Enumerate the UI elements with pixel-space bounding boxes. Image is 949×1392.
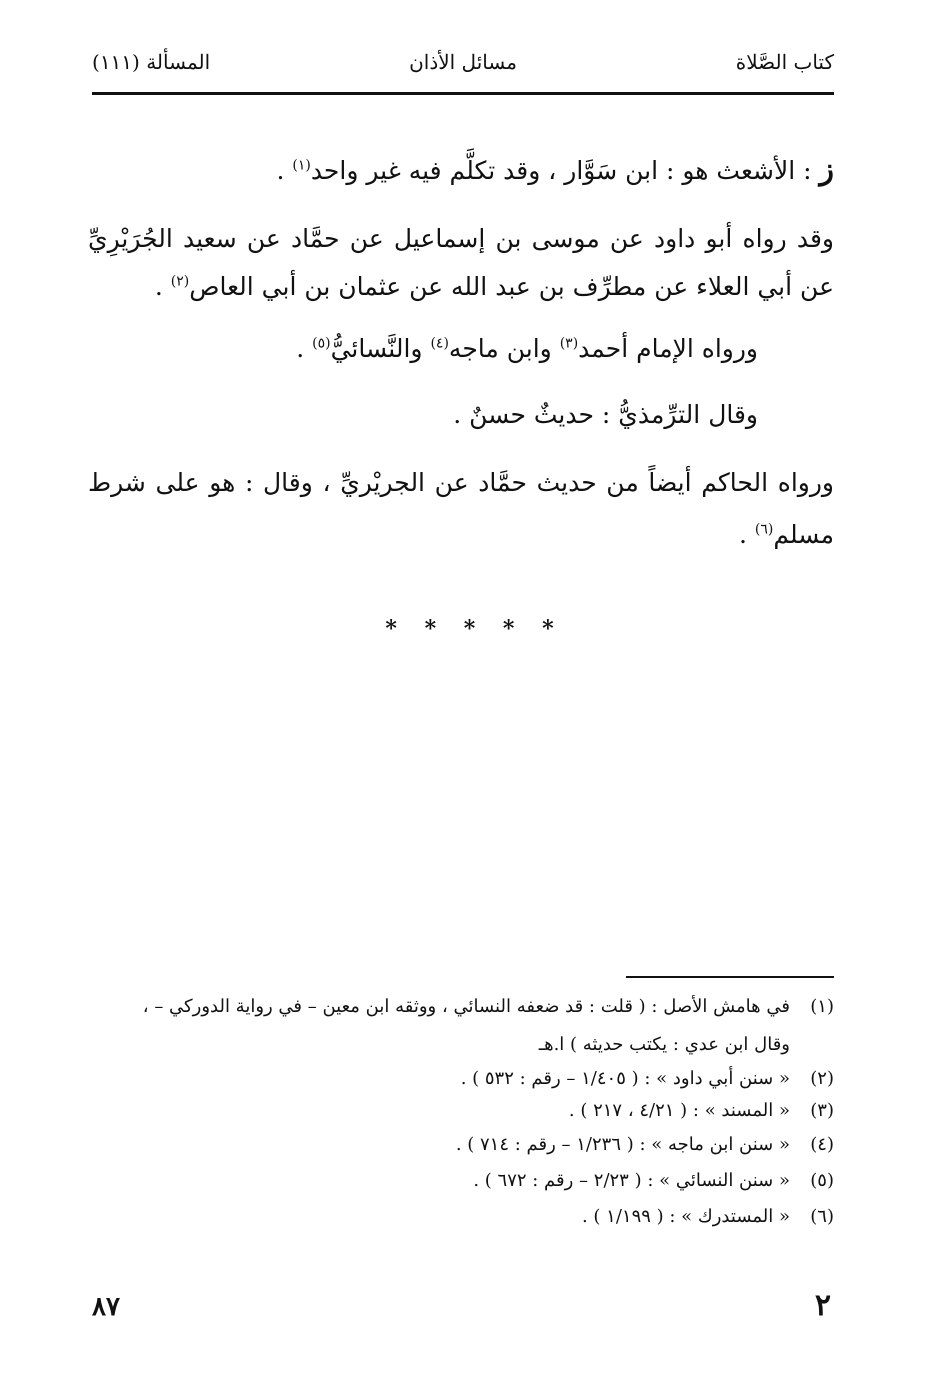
footnote-number: (١): [810, 996, 834, 1017]
footnote-text: « المستدرك » : ( ١/١٩٩ ) .: [581, 1206, 790, 1227]
footnote-1: [88, 996, 834, 1017]
footnote-ref-6: (٦): [754, 521, 774, 538]
footnote-number: (٢): [810, 1068, 834, 1089]
line7-text: مسلم: [773, 520, 834, 549]
footnote-number: (٣): [810, 1100, 834, 1121]
header-book-title: كتاب الصَّلاة: [735, 50, 834, 74]
footnote-1-continued: [88, 1034, 834, 1055]
line7-end: .: [739, 520, 747, 549]
footnote-2: [88, 1068, 834, 1089]
footnote-text: « سنن ابن ماجه » : ( ١/٢٣٦ – رقم : ٧١٤ ) .: [455, 1134, 790, 1155]
line1-text: : الأشعث هو : ابن سَوَّار ، وقد تكلَّم فيه غير واحد: [310, 156, 812, 185]
footnote-6: [88, 1206, 834, 1227]
footnote-text: « المسند » : ( ٤/٢١ ، ٢١٧ ) .: [568, 1100, 790, 1121]
line3-text: عن أبي العلاء عن مطرِّف بن عبد الله عن عثمان بن أبي العاص: [189, 272, 834, 301]
body-line-1: [88, 152, 834, 187]
footnote-text: « سنن النسائي » : ( ٢/٢٣ – رقم : ٦٧٢ ) .: [473, 1170, 790, 1191]
footnote-text: « سنن أبي داود » : ( ١/٤٠٥ – رقم : ٥٣٢ ) .: [460, 1068, 790, 1089]
line4-part-b: وابن ماجه: [448, 334, 552, 363]
footnote-ref-5: (٥): [312, 335, 331, 352]
line4-part-a: ورواه الإمام أحمد: [578, 334, 758, 363]
footnote-3: [88, 1100, 834, 1121]
footnote-ref-2: (٢): [170, 273, 190, 290]
footnote-5: [88, 1170, 834, 1191]
header-issue-number: المسألة (١١١): [92, 50, 211, 74]
footnote-ref-1: (١): [292, 157, 311, 174]
body-line-2: وقد رواه أبو داود عن موسى بن إسماعيل عن حمَّاد عن سعيد الجُرَيْرِيِّ: [88, 224, 834, 253]
footnote-number: (٤): [810, 1134, 834, 1155]
footnote-text: وقال ابن عدي : يكتب حديثه ) ا.هـ: [538, 1034, 790, 1055]
footnote-ref-4: (٤): [430, 335, 449, 352]
line1-end: .: [276, 156, 285, 185]
line4-end: .: [296, 334, 305, 363]
section-separator-stars: * * * * *: [385, 616, 564, 642]
footnote-divider: [626, 976, 834, 978]
body-line-4: [88, 334, 834, 363]
body-line-6: ورواه الحاكم أيضاً من حديث حمَّاد عن الجريْريِّ ، وقال : هو على شرط: [88, 468, 834, 497]
footnote-4: [88, 1134, 834, 1155]
body-line-5: وقال الترِّمذيُّ : حديثٌ حسنٌ .: [453, 400, 758, 429]
body-line-3: [88, 272, 834, 301]
footnote-text: في هامش الأصل : ( قلت : قد ضعفه النسائي ، ووثقه ابن معين – في رواية الدوركي – ،: [142, 996, 790, 1017]
page-header: [92, 44, 834, 80]
line3-end: .: [154, 272, 163, 301]
footnote-number: (٥): [810, 1170, 834, 1191]
footnote-number: (٦): [810, 1206, 834, 1227]
body-line-7: [88, 520, 834, 549]
header-divider: [92, 92, 834, 95]
footnote-ref-3: (٣): [559, 335, 579, 352]
page-number-right: ٢: [814, 1288, 831, 1323]
zay-marker: ز: [819, 152, 834, 187]
header-chapter-title: مسائل الأذان: [409, 50, 517, 74]
page-number-left: ٨٧: [92, 1292, 120, 1322]
line4-part-c: والنَّسائيُّ: [330, 334, 423, 363]
